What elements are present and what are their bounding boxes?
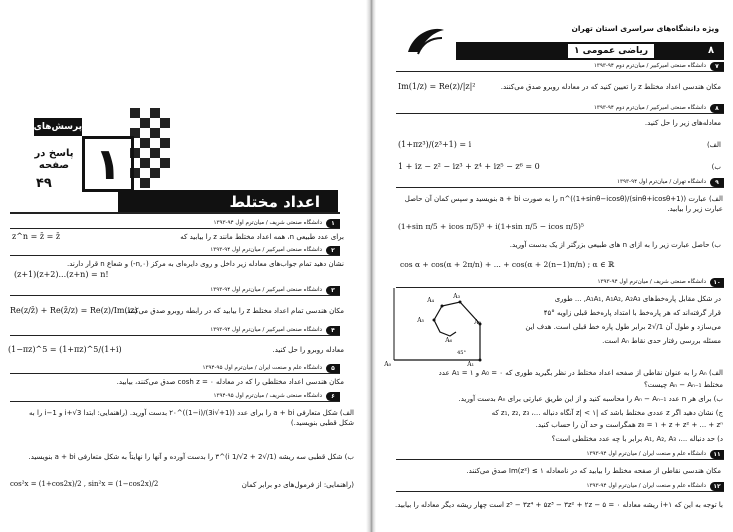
question-source: دانشگاه صنعتی امیرکبیر / میان‌ترم دوم ۹۴-۱۳۹۳ [593,105,706,111]
label-b: ب) [711,163,721,171]
question-math: 1 + iz − z² − iz³ + z⁴ + iz⁵ − z⁶ = 0 [398,162,540,171]
question-number: ۵ [326,364,340,373]
fig-label-a5: A₅ [417,317,424,324]
question-source: دانشگاه صنعتی امیرکبیر / میان‌ترم اول ۹۴-۱۳۹۳ [210,287,322,293]
question-text: قرار گرفته‌اند که هر پاره‌خط با امتداد پاره‌خط قبلی زاویه °۴۵ [543,309,721,317]
question-source: دانشگاه صنعتی امیرکبیر / میان‌ترم اول ۹۴-۱۳۹۳ [210,247,322,253]
question-text: نشان دهید تمام جواب‌های معادله زیر داخل و روی دایره‌ای به مرکز (n,۰-) و شعاع n قرار دارند. [67,260,344,268]
question-source: دانشگاه صنعتی شریف / میان‌ترم اول ۹۴-۱۳۹۳ [597,279,706,285]
question-source-bar [396,62,724,72]
question-text: مکان هندسی اعداد مختلطی را که در معادله cosh z = ۰ صدق می‌کنند، بیابید. [116,378,344,386]
question-text: الف) عبارت ((1+sinθ+icosθ)/(1+sinθ−icosθ))^n را به صورت a + bi بنویسید و سپس کمان آن حاصل عبارت زیر را بیابید. [404,195,723,213]
question-source: دانشگاه تهران / میان‌ترم اول ۹۴-۱۳۹۳ [617,179,706,185]
question-math: Re(z/z̄) + Re(z̄/z) = Re(z)/Im(iz) [10,306,138,315]
question-math: cos²x = (1+cos2x)/2 , sin²x = (1−cos2x)/2 [10,480,159,488]
question-source-bar [396,450,724,460]
university-header: ویژه دانشگاه‌های سراسری استان تهران [571,24,719,33]
question-text: ج) نشان دهید اگر z عددی مختلط باشد که |z| < ۱ آنگاه دنباله ...، z₁, z₂, z₃ که [491,409,723,417]
question-number: ۷ [710,62,724,71]
question-text: مکان هندسی اعداد مختلط z را تعیین کنید که در معادله روبرو صدق می‌کنند. [500,83,721,91]
section-title: ریاضی عمومی ۱ [566,42,656,60]
question-text: z₀ = ۱ + z + z² + ... + zⁿ همگراست و حد آن را حساب کنید. [535,421,723,429]
question-math: (1+sin π/5 + icos π/5)⁵ + i(1+sin π/5 − icos π/5)⁵ [398,222,584,231]
question-math: z^n = z̄ = z̄ [12,232,61,241]
question-math: cos α + cos(α + 2π/n) + ... + cos(α + 2(n−1)π/n) ; α ∈ ℝ [400,260,615,269]
question-text: می‌سازد و طول آن 1/√2 برابر طول پاره خط قبلی است. هدف این [525,323,721,331]
fig-label-a1: A₁ [467,361,474,368]
question-number: ۱۲ [710,482,724,491]
question-source: دانشگاه صنعتی امیرکبیر / میان‌ترم اول ۹۴-۱۳۹۳ [210,327,322,333]
question-source-bar [10,219,340,229]
question-text: مسئله بررسی رفتار حدی نقاط Aₙ است. [602,337,721,345]
fig-label-a3: A₃ [453,293,460,300]
label-a: الف) [706,141,721,149]
question-source: دانشگاه علم و صنعت ایران / میان‌ترم اول ۹۴-۱۳۹۳ [586,483,706,489]
question-text: مکان هندسی تمام اعداد مختلط z را بیابید که در رابطه روبرو صدق می‌کنند. [125,307,344,315]
fig-label-a6: A₆ [445,337,452,344]
answer-page-number: ۴۹ [36,176,52,191]
question-source-bar [10,364,340,374]
left-page [0,0,366,532]
right-page [376,0,733,532]
question-source: دانشگاه علم و صنعت ایران / میان‌ترم اول ۹۴-۱۳۹۳ [586,451,706,457]
answer-label: پاسخ در صفحه [34,148,74,171]
question-text: د) حد دنباله ...، A₁, A₂, A₃ برابر با چه عدد مختلطی است؟ [551,435,723,443]
question-text: ب) برای هر n عدد Aₙ − Aₙ₋₁ را محاسبه کنید و از این طریق عبارتی برای Aₙ بدست آورید. [458,395,723,403]
question-source-bar [10,326,340,336]
question-source-bar [396,178,724,188]
question-text: معادله‌های زیر را حل کنید. [644,119,721,127]
question-source: دانشگاه صنعتی امیرکبیر / میان‌ترم دوم ۹۴-۱۳۹۳ [593,63,706,69]
question-text: الف) شکل متعارفی a + bi را برای عدد ((1+√3i)/(1−i))^۲۰ بدست آورید. (راهنمایی: ابتدا i+√3 و 1−i را به شکل قطبی بنویسید.) [29,409,354,427]
question-math: (1−πz)^5 = (1+πz)^5/(1+i) [8,345,122,354]
question-number: ۲ [326,246,340,255]
question-text: معادله روبرو را حل کنید. [272,346,344,354]
question-source: دانشگاه صنعتی شریف / میان‌ترم اول ۹۴-۱۳۹۳ [213,220,322,226]
question-source: دانشگاه علم و صنعت ایران / میان‌ترم اول ۹۵-۱۳۹۴ [202,365,322,371]
question-text: ب) شکل قطبی سه ریشه (1/√2 + i 1/√2)^۳ را بدست آورده و آنها را نهایتاً به شکل متعارفی a + bi بنویسید. [28,453,354,461]
question-number: ۸ [710,104,724,113]
question-number: ۱ [326,219,340,228]
question-math: (1+πz³)/(z³+1) = i [398,140,472,149]
question-number: ۹ [710,178,724,187]
question-text: ب) حاصل عبارت زیر را به ازای n های طبیعی بزرگتر از یک بدست آورید. [509,241,721,249]
question-source-bar [396,104,724,114]
fig-label-a4: A₄ [427,297,434,304]
question-source-bar [10,246,340,256]
question-source-bar [396,482,724,492]
question-text: الف) Aₙ را به عنوان نقاطی از صفحه اعداد مختلط در نظر بگیرید طوری که A₀ = ۰ و A₁ = ۱ عدد [438,369,723,377]
question-text: مختلط Aₙ − Aₙ₋₁ چیست؟ [643,381,723,389]
chapter-title: اعداد مختلط [118,190,338,214]
question-number: ۳ [326,286,340,295]
question-number: ۱۰ [710,278,724,287]
fig-label-a0: A₀ [384,361,391,368]
question-text: در شکل مقابل پاره‌خط‌های A₁A₁, A₁A₂, A₂A₃, ... طوری [554,295,721,303]
question-number: ۶ [326,392,340,401]
question-text: برای عدد طبیعی n، همه اعداد مختلط مانند z را بیابید که [180,233,344,241]
spiral-figure [384,284,486,368]
page-number: ۸ [698,42,724,60]
publisher-logo [404,22,448,58]
title-rule [10,212,340,214]
question-text: با توجه به این که ۱+i ریشه معادله z⁵ − ۳z⁴ + ۵z³ − ۳z² + ۲z − ۵ = ۰ است چهار ریشه دیگر معادله را بیابید. [395,501,723,509]
fig-label-angle: 45° [457,350,466,356]
book-spine [366,0,376,532]
chapter-tab: پرسش‌های فصل [34,118,82,136]
question-number: ۱۱ [710,450,724,459]
checker-decoration [130,108,170,198]
question-text: مکان هندسی نقاطی از صفحه مختلط را بیابید که در نامعادله Im(z²) ≤ ۱ صدق می‌کنند. [466,467,721,475]
question-source-bar [10,286,340,296]
question-math: Im(1/z) = Re(z)/|z|² [398,82,476,91]
question-source-bar [10,392,340,402]
question-number: ۴ [326,326,340,335]
chapter-number: ۱ [82,136,134,192]
question-text: (راهنمایی: از فرمول‌های دو برابر کمان [241,481,354,489]
question-math: (z+1)(z+2)...(z+n) = n! [14,270,109,279]
question-source: دانشگاه صنعتی شریف / میان‌ترم اول ۹۵-۱۳۹۴ [213,393,322,399]
fig-label-a2: A₂ [474,319,481,326]
